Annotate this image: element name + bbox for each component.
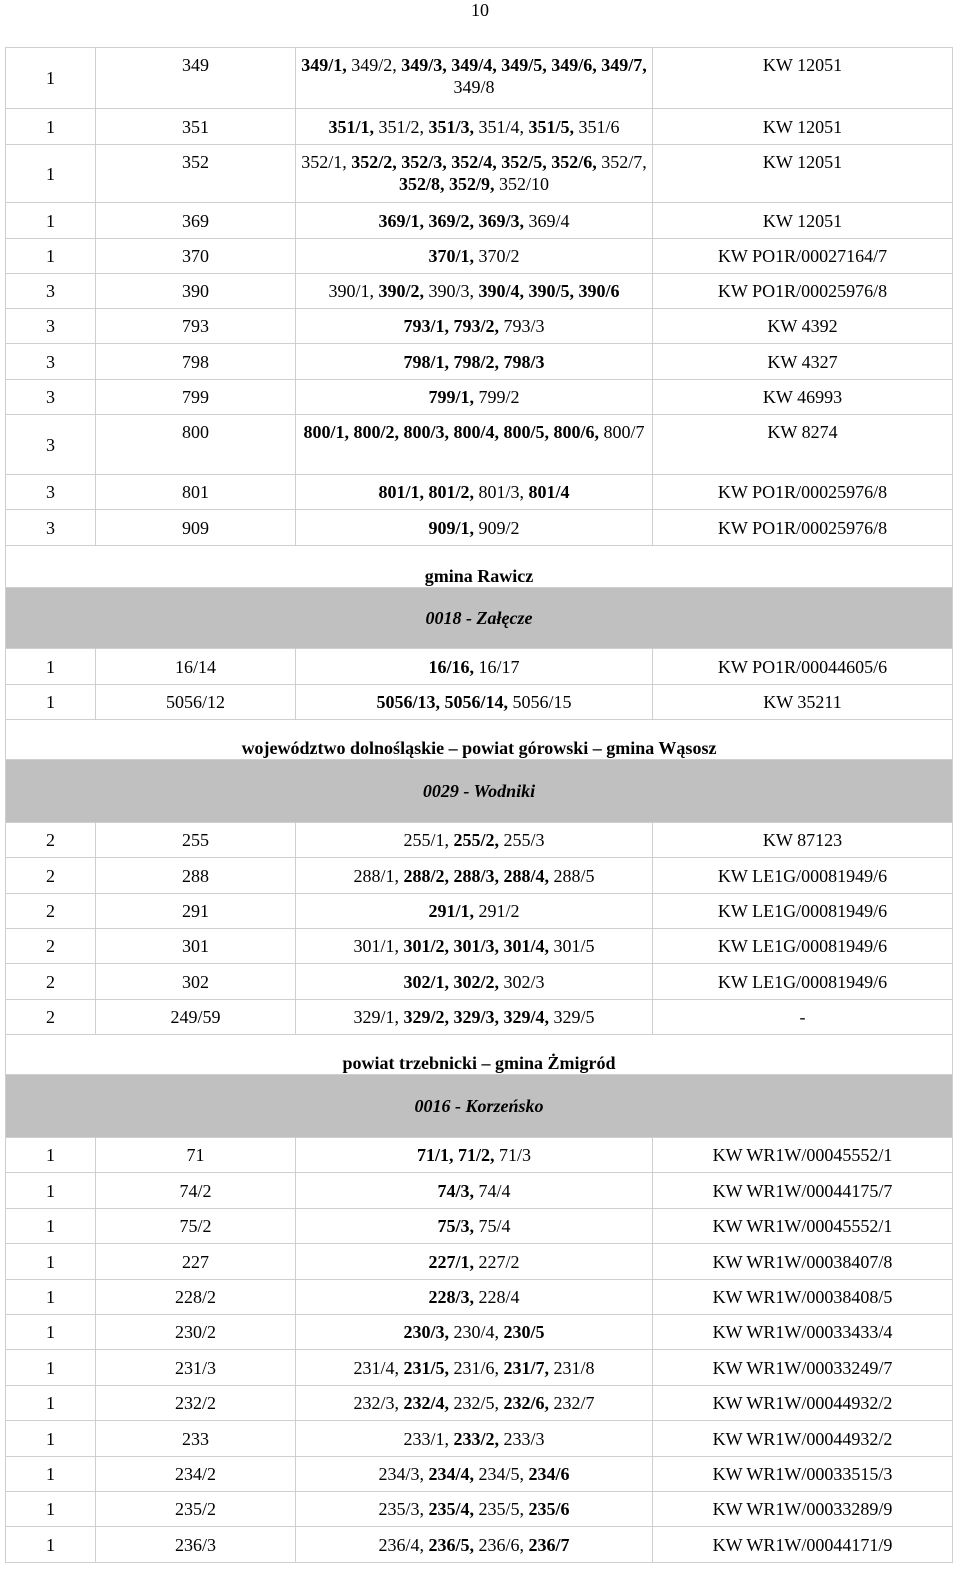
parcel-number: 5056/15 bbox=[512, 692, 572, 712]
parcel-number: 329/2 bbox=[403, 1007, 445, 1027]
cell-parcels-after: 75/3, 75/4 bbox=[296, 1209, 653, 1244]
cell-land-register: KW PO1R/00025976/8 bbox=[653, 475, 953, 510]
parcel-number: 16/16 bbox=[428, 656, 470, 677]
cell-group: 1 bbox=[6, 1421, 96, 1457]
cell-parcel-before: 799 bbox=[96, 380, 296, 415]
parcel-number: 349/5 bbox=[501, 55, 543, 75]
table-row bbox=[6, 309, 953, 344]
table-row bbox=[6, 145, 953, 203]
parcel-number: 71/1 bbox=[416, 1145, 449, 1165]
section-heading-row bbox=[6, 546, 953, 588]
table-row bbox=[6, 1350, 953, 1386]
table-row bbox=[6, 1492, 953, 1527]
cell-group: 1 bbox=[6, 48, 96, 109]
cell-group: 1 bbox=[6, 109, 96, 145]
cell-parcels-after: 799/1, 799/2 bbox=[296, 380, 653, 415]
cell-parcel-before: 71 bbox=[96, 1138, 296, 1173]
cell-parcels-after: 800/1, 800/2, 800/3, 800/4, 800/5, 800/6, 800/7 bbox=[296, 415, 653, 475]
parcel-number: 351/6 bbox=[578, 116, 620, 137]
cell-parcels-after: 228/3, 228/4 bbox=[296, 1280, 653, 1315]
parcel-number: 349/4 bbox=[451, 55, 493, 75]
cell-land-register: KW WR1W/00033289/9 bbox=[653, 1492, 953, 1527]
parcel-number: 800/2 bbox=[353, 422, 395, 442]
cell-group: 2 bbox=[6, 894, 96, 929]
cell-parcels-after: 301/1, 301/2, 301/3, 301/4, 301/5 bbox=[296, 929, 653, 964]
parcel-number: 369/1 bbox=[378, 210, 420, 231]
parcel-number: 255/1 bbox=[403, 830, 445, 850]
parcel-number: 351/5 bbox=[528, 116, 570, 137]
table-row bbox=[6, 964, 953, 1000]
cell-parcels-after: 801/1, 801/2, 801/3, 801/4 bbox=[296, 475, 653, 510]
table-row bbox=[6, 475, 953, 510]
parcel-number: 801/2 bbox=[428, 482, 470, 502]
parcel-number: 234/5 bbox=[478, 1464, 520, 1484]
parcel-table bbox=[5, 47, 953, 1563]
parcel-number: 909/1 bbox=[428, 517, 470, 538]
cell-parcel-before: 349 bbox=[96, 48, 296, 109]
cell-group: 1 bbox=[6, 1173, 96, 1209]
parcel-number: 800/4 bbox=[453, 422, 495, 442]
table-row bbox=[6, 649, 953, 685]
cell-parcel-before: 234/2 bbox=[96, 1457, 296, 1492]
cell-group: 3 bbox=[6, 380, 96, 415]
parcel-number: 800/6 bbox=[553, 422, 595, 442]
cell-parcel-before: 231/3 bbox=[96, 1350, 296, 1386]
cell-group: 1 bbox=[6, 239, 96, 274]
table-row bbox=[6, 380, 953, 415]
cell-parcels-after: 291/1, 291/2 bbox=[296, 894, 653, 929]
parcel-number: 800/1 bbox=[303, 422, 345, 442]
parcel-number: 352/2 bbox=[351, 152, 393, 172]
table-row bbox=[6, 1457, 953, 1492]
parcel-number: 329/4 bbox=[503, 1007, 545, 1027]
parcel-number: 234/6 bbox=[528, 1464, 570, 1484]
parcel-number: 74/3 bbox=[437, 1180, 470, 1201]
table-row bbox=[6, 1000, 953, 1035]
parcel-number: 370/2 bbox=[478, 246, 520, 266]
cell-land-register: KW WR1W/00044932/2 bbox=[653, 1421, 953, 1457]
cell-parcel-before: 370 bbox=[96, 239, 296, 274]
cell-parcels-after: 235/3, 235/4, 235/5, 235/6 bbox=[296, 1492, 653, 1527]
cell-group: 3 bbox=[6, 274, 96, 309]
parcel-number: 232/4 bbox=[403, 1393, 445, 1413]
parcel-number: 302/1 bbox=[403, 971, 445, 992]
cell-land-register: KW WR1W/00044175/7 bbox=[653, 1173, 953, 1209]
parcel-number: 800/5 bbox=[503, 422, 545, 442]
parcel-number: 351/2 bbox=[378, 116, 420, 137]
cell-parcels-after: 233/1, 233/2, 233/3 bbox=[296, 1421, 653, 1457]
table-row bbox=[6, 109, 953, 145]
cell-group: 3 bbox=[6, 344, 96, 380]
parcel-number: 230/5 bbox=[503, 1322, 545, 1342]
cell-parcel-before: 235/2 bbox=[96, 1492, 296, 1527]
cell-land-register: KW WR1W/00038407/8 bbox=[653, 1244, 953, 1280]
cell-parcel-before: 232/2 bbox=[96, 1386, 296, 1421]
parcel-number: 909/2 bbox=[478, 517, 520, 538]
cell-parcel-before: 798 bbox=[96, 344, 296, 380]
cell-parcels-after: 234/3, 234/4, 234/5, 234/6 bbox=[296, 1457, 653, 1492]
cell-land-register: KW 46993 bbox=[653, 380, 953, 415]
cell-parcel-before: 800 bbox=[96, 415, 296, 475]
parcel-number: 352/10 bbox=[499, 174, 550, 194]
parcel-number: 800/3 bbox=[403, 422, 445, 442]
cell-parcels-after: 231/4, 231/5, 231/6, 231/7, 231/8 bbox=[296, 1350, 653, 1386]
precinct-heading-row bbox=[6, 588, 953, 649]
cell-parcel-before: 75/2 bbox=[96, 1209, 296, 1244]
parcel-number: 349/7 bbox=[601, 55, 643, 75]
precinct-heading-row bbox=[6, 760, 953, 823]
cell-parcel-before: 291 bbox=[96, 894, 296, 929]
parcel-number: 793/2 bbox=[453, 316, 495, 336]
cell-parcel-before: 302 bbox=[96, 964, 296, 1000]
precinct-heading: 0018 - Załęcze bbox=[6, 588, 953, 649]
parcel-number: 793/1 bbox=[403, 316, 445, 336]
parcel-number: 288/5 bbox=[553, 865, 595, 886]
parcel-number: 349/3 bbox=[401, 55, 443, 75]
cell-land-register: KW WR1W/00044171/9 bbox=[653, 1527, 953, 1563]
parcel-number: 232/3 bbox=[353, 1393, 395, 1413]
parcel-number: 352/1 bbox=[301, 152, 343, 172]
cell-land-register: KW 12051 bbox=[653, 145, 953, 203]
parcel-number: 301/4 bbox=[503, 936, 545, 956]
cell-land-register: KW LE1G/00081949/6 bbox=[653, 894, 953, 929]
cell-parcel-before: 255 bbox=[96, 823, 296, 858]
cell-parcels-after: 352/1, 352/2, 352/3, 352/4, 352/5, 352/6, 352/7, 352/8, 352/9, 352/10 bbox=[296, 145, 653, 203]
parcel-number: 230/3 bbox=[403, 1322, 445, 1342]
parcel-number: 369/2 bbox=[428, 210, 470, 231]
parcel-number: 288/1 bbox=[353, 865, 395, 886]
parcel-number: 352/8 bbox=[398, 174, 440, 194]
table-row bbox=[6, 1138, 953, 1173]
cell-parcels-after: 227/1, 227/2 bbox=[296, 1244, 653, 1280]
parcel-number: 352/6 bbox=[551, 152, 593, 172]
parcel-number: 228/4 bbox=[478, 1287, 520, 1307]
table-row bbox=[6, 1421, 953, 1457]
cell-group: 1 bbox=[6, 1527, 96, 1563]
parcel-number: 352/4 bbox=[451, 152, 493, 172]
parcel-number: 798/3 bbox=[503, 351, 545, 372]
cell-parcel-before: 236/3 bbox=[96, 1527, 296, 1563]
cell-parcel-before: 227 bbox=[96, 1244, 296, 1280]
parcel-number: 235/4 bbox=[428, 1499, 470, 1519]
cell-land-register: KW PO1R/00025976/8 bbox=[653, 510, 953, 546]
cell-land-register: KW 4327 bbox=[653, 344, 953, 380]
cell-land-register: KW WR1W/00038408/5 bbox=[653, 1280, 953, 1315]
parcel-number: 231/7 bbox=[503, 1357, 545, 1378]
parcel-number: 352/5 bbox=[501, 152, 543, 172]
cell-parcel-before: 249/59 bbox=[96, 1000, 296, 1035]
cell-parcels-after: 369/1, 369/2, 369/3, 369/4 bbox=[296, 203, 653, 239]
parcel-number: 351/3 bbox=[428, 116, 470, 137]
cell-parcels-after: 288/1, 288/2, 288/3, 288/4, 288/5 bbox=[296, 858, 653, 894]
table-row bbox=[6, 685, 953, 720]
cell-parcel-before: 801 bbox=[96, 475, 296, 510]
cell-group: 3 bbox=[6, 475, 96, 510]
cell-parcels-after: 793/1, 793/2, 793/3 bbox=[296, 309, 653, 344]
cell-parcel-before: 228/2 bbox=[96, 1280, 296, 1315]
parcel-number: 71/3 bbox=[499, 1145, 532, 1165]
cell-group: 1 bbox=[6, 685, 96, 720]
cell-group: 1 bbox=[6, 145, 96, 203]
cell-group: 1 bbox=[6, 649, 96, 685]
cell-group: 2 bbox=[6, 823, 96, 858]
parcel-number: 390/3 bbox=[428, 281, 470, 301]
table-row bbox=[6, 858, 953, 894]
cell-parcel-before: 230/2 bbox=[96, 1315, 296, 1350]
cell-land-register: KW 12051 bbox=[653, 109, 953, 145]
parcel-number: 351/1 bbox=[328, 116, 370, 137]
section-heading: gmina Rawicz bbox=[6, 546, 953, 588]
parcel-number: 329/1 bbox=[353, 1007, 395, 1027]
table-row bbox=[6, 415, 953, 475]
parcel-number: 369/3 bbox=[478, 210, 520, 231]
cell-group: 2 bbox=[6, 1000, 96, 1035]
parcel-number: 230/4 bbox=[453, 1322, 495, 1342]
parcel-number: 390/5 bbox=[528, 281, 570, 301]
parcel-number: 301/1 bbox=[353, 936, 395, 956]
cell-land-register: KW 12051 bbox=[653, 203, 953, 239]
parcel-number: 5056/13 bbox=[376, 692, 436, 712]
parcel-number: 255/2 bbox=[453, 830, 495, 850]
parcel-number: 236/7 bbox=[528, 1534, 570, 1555]
cell-group: 1 bbox=[6, 1280, 96, 1315]
cell-group: 3 bbox=[6, 415, 96, 475]
parcel-number: 798/1 bbox=[403, 351, 445, 372]
cell-parcel-before: 369 bbox=[96, 203, 296, 239]
table-row bbox=[6, 1315, 953, 1350]
parcel-number: 352/9 bbox=[448, 174, 490, 194]
table-row bbox=[6, 203, 953, 239]
parcel-number: 799/1 bbox=[428, 387, 470, 407]
parcel-number: 232/7 bbox=[553, 1393, 595, 1413]
parcel-number: 800/7 bbox=[603, 422, 645, 442]
parcel-number: 231/4 bbox=[353, 1357, 395, 1378]
parcel-number: 349/2 bbox=[351, 55, 393, 75]
cell-land-register: KW LE1G/00081949/6 bbox=[653, 929, 953, 964]
table-row bbox=[6, 510, 953, 546]
cell-parcels-after: 71/1, 71/2, 71/3 bbox=[296, 1138, 653, 1173]
cell-group: 1 bbox=[6, 1138, 96, 1173]
parcel-number: 235/5 bbox=[478, 1499, 520, 1519]
cell-group: 1 bbox=[6, 1315, 96, 1350]
parcel-table-body bbox=[6, 48, 953, 1563]
parcel-number: 227/2 bbox=[478, 1251, 520, 1272]
cell-group: 3 bbox=[6, 510, 96, 546]
cell-land-register: KW WR1W/00045552/1 bbox=[653, 1138, 953, 1173]
precinct-heading: 0029 - Wodniki bbox=[6, 760, 953, 823]
parcel-number: 233/1 bbox=[403, 1428, 445, 1449]
cell-land-register: KW 8274 bbox=[653, 415, 953, 475]
cell-parcels-after: 370/1, 370/2 bbox=[296, 239, 653, 274]
parcel-number: 288/4 bbox=[503, 865, 545, 886]
cell-parcel-before: 5056/12 bbox=[96, 685, 296, 720]
parcel-number: 291/1 bbox=[428, 901, 470, 921]
cell-group: 1 bbox=[6, 203, 96, 239]
parcel-number: 235/3 bbox=[378, 1499, 420, 1519]
cell-parcels-after: 236/4, 236/5, 236/6, 236/7 bbox=[296, 1527, 653, 1563]
parcel-number: 798/2 bbox=[453, 351, 495, 372]
parcel-number: 227/1 bbox=[428, 1251, 470, 1272]
cell-parcels-after: 232/3, 232/4, 232/5, 232/6, 232/7 bbox=[296, 1386, 653, 1421]
cell-group: 2 bbox=[6, 964, 96, 1000]
cell-land-register: KW 12051 bbox=[653, 48, 953, 109]
parcel-number: 390/1 bbox=[328, 281, 370, 301]
cell-parcels-after: 351/1, 351/2, 351/3, 351/4, 351/5, 351/6 bbox=[296, 109, 653, 145]
parcel-number: 75/4 bbox=[478, 1216, 511, 1236]
cell-parcel-before: 352 bbox=[96, 145, 296, 203]
cell-parcel-before: 233 bbox=[96, 1421, 296, 1457]
parcel-number: 231/5 bbox=[403, 1357, 445, 1378]
cell-parcels-after: 329/1, 329/2, 329/3, 329/4, 329/5 bbox=[296, 1000, 653, 1035]
cell-parcels-after: 74/3, 74/4 bbox=[296, 1173, 653, 1209]
parcel-number: 801/3 bbox=[478, 482, 520, 502]
parcel-number: 74/4 bbox=[478, 1180, 511, 1201]
parcel-number: 236/6 bbox=[478, 1534, 520, 1555]
parcel-number: 235/6 bbox=[528, 1499, 570, 1519]
cell-parcel-before: 793 bbox=[96, 309, 296, 344]
table-row bbox=[6, 929, 953, 964]
table-row bbox=[6, 274, 953, 309]
parcel-number: 232/5 bbox=[453, 1393, 495, 1413]
cell-parcels-after: 5056/13, 5056/14, 5056/15 bbox=[296, 685, 653, 720]
parcel-number: 352/7 bbox=[601, 152, 643, 172]
parcel-number: 801/4 bbox=[528, 482, 570, 502]
cell-parcels-after: 909/1, 909/2 bbox=[296, 510, 653, 546]
cell-group: 1 bbox=[6, 1386, 96, 1421]
cell-group: 1 bbox=[6, 1209, 96, 1244]
section-heading: powiat trzebnicki – gmina Żmigród bbox=[6, 1035, 953, 1075]
cell-group: 2 bbox=[6, 858, 96, 894]
cell-parcel-before: 74/2 bbox=[96, 1173, 296, 1209]
cell-land-register: KW PO1R/00025976/8 bbox=[653, 274, 953, 309]
parcel-number: 288/2 bbox=[403, 865, 445, 886]
parcel-number: 349/8 bbox=[453, 77, 495, 97]
cell-parcels-after: 390/1, 390/2, 390/3, 390/4, 390/5, 390/6 bbox=[296, 274, 653, 309]
precinct-heading: 0016 - Korzeńsko bbox=[6, 1075, 953, 1138]
cell-parcel-before: 909 bbox=[96, 510, 296, 546]
cell-land-register: KW WR1W/00033433/4 bbox=[653, 1315, 953, 1350]
cell-group: 1 bbox=[6, 1492, 96, 1527]
parcel-number: 16/17 bbox=[478, 656, 520, 677]
table-row bbox=[6, 239, 953, 274]
parcel-number: 75/3 bbox=[437, 1216, 470, 1236]
parcel-number: 288/3 bbox=[453, 865, 495, 886]
parcel-number: 302/2 bbox=[453, 971, 495, 992]
cell-group: 3 bbox=[6, 309, 96, 344]
precinct-heading-row bbox=[6, 1075, 953, 1138]
section-heading-row bbox=[6, 720, 953, 760]
table-row bbox=[6, 344, 953, 380]
parcel-number: 231/6 bbox=[453, 1357, 495, 1378]
parcel-number: 390/4 bbox=[478, 281, 520, 301]
table-row bbox=[6, 1527, 953, 1563]
cell-parcels-after: 16/16, 16/17 bbox=[296, 649, 653, 685]
parcel-number: 301/3 bbox=[453, 936, 495, 956]
parcel-number: 255/3 bbox=[503, 830, 545, 850]
cell-land-register: KW PO1R/00044605/6 bbox=[653, 649, 953, 685]
section-heading: województwo dolnośląskie – powiat górowski – gmina Wąsosz bbox=[6, 720, 953, 760]
section-heading-row bbox=[6, 1035, 953, 1075]
cell-parcels-after: 302/1, 302/2, 302/3 bbox=[296, 964, 653, 1000]
parcel-number: 370/1 bbox=[428, 246, 470, 266]
parcel-number: 390/2 bbox=[378, 281, 420, 301]
parcel-number: 236/5 bbox=[428, 1534, 470, 1555]
parcel-number: 232/6 bbox=[503, 1393, 545, 1413]
table-row bbox=[6, 1280, 953, 1315]
parcel-number: 349/6 bbox=[551, 55, 593, 75]
parcel-number: 329/5 bbox=[553, 1007, 595, 1027]
parcel-number: 329/3 bbox=[453, 1007, 495, 1027]
parcel-number: 231/8 bbox=[553, 1357, 595, 1378]
parcel-number: 390/6 bbox=[578, 281, 620, 301]
cell-group: 1 bbox=[6, 1350, 96, 1386]
cell-land-register: - bbox=[653, 1000, 953, 1035]
table-row bbox=[6, 1209, 953, 1244]
parcel-number: 301/2 bbox=[403, 936, 445, 956]
cell-land-register: KW 35211 bbox=[653, 685, 953, 720]
parcel-number: 369/4 bbox=[528, 210, 570, 231]
table-row bbox=[6, 1173, 953, 1209]
parcel-number: 351/4 bbox=[478, 116, 520, 137]
parcel-number: 233/3 bbox=[503, 1428, 545, 1449]
cell-parcel-before: 288 bbox=[96, 858, 296, 894]
cell-land-register: KW WR1W/00045552/1 bbox=[653, 1209, 953, 1244]
table-row bbox=[6, 1244, 953, 1280]
parcel-number: 352/3 bbox=[401, 152, 443, 172]
page-number: 10 bbox=[471, 0, 489, 20]
parcel-number: 291/2 bbox=[478, 901, 520, 921]
parcel-number: 234/3 bbox=[378, 1464, 420, 1484]
table-row bbox=[6, 894, 953, 929]
cell-group: 1 bbox=[6, 1457, 96, 1492]
parcel-number: 228/3 bbox=[428, 1287, 470, 1307]
cell-parcels-after: 798/1, 798/2, 798/3 bbox=[296, 344, 653, 380]
cell-land-register: KW LE1G/00081949/6 bbox=[653, 964, 953, 1000]
cell-land-register: KW WR1W/00044932/2 bbox=[653, 1386, 953, 1421]
cell-parcel-before: 301 bbox=[96, 929, 296, 964]
parcel-number: 801/1 bbox=[378, 482, 420, 502]
table-row bbox=[6, 48, 953, 109]
cell-parcels-after: 349/1, 349/2, 349/3, 349/4, 349/5, 349/6, 349/7, 349/8 bbox=[296, 48, 653, 109]
parcel-number: 233/2 bbox=[453, 1428, 495, 1449]
cell-parcels-after: 230/3, 230/4, 230/5 bbox=[296, 1315, 653, 1350]
cell-parcel-before: 16/14 bbox=[96, 649, 296, 685]
parcel-number: 5056/14 bbox=[444, 692, 504, 712]
table-row bbox=[6, 1386, 953, 1421]
parcel-number: 349/1 bbox=[301, 55, 343, 75]
cell-land-register: KW 4392 bbox=[653, 309, 953, 344]
parcel-number: 799/2 bbox=[478, 387, 520, 407]
cell-land-register: KW WR1W/00033515/3 bbox=[653, 1457, 953, 1492]
parcel-number: 301/5 bbox=[553, 936, 595, 956]
parcel-number: 793/3 bbox=[503, 316, 545, 336]
parcel-number: 236/4 bbox=[378, 1534, 420, 1555]
cell-group: 1 bbox=[6, 1244, 96, 1280]
parcel-number: 302/3 bbox=[503, 971, 545, 992]
cell-group: 2 bbox=[6, 929, 96, 964]
cell-land-register: KW PO1R/00027164/7 bbox=[653, 239, 953, 274]
cell-parcel-before: 390 bbox=[96, 274, 296, 309]
cell-land-register: KW WR1W/00033249/7 bbox=[653, 1350, 953, 1386]
cell-land-register: KW LE1G/00081949/6 bbox=[653, 858, 953, 894]
cell-land-register: KW 87123 bbox=[653, 823, 953, 858]
table-row bbox=[6, 823, 953, 858]
parcel-number: 71/2 bbox=[457, 1145, 490, 1165]
cell-parcel-before: 351 bbox=[96, 109, 296, 145]
cell-parcels-after: 255/1, 255/2, 255/3 bbox=[296, 823, 653, 858]
parcel-number: 234/4 bbox=[428, 1464, 470, 1484]
